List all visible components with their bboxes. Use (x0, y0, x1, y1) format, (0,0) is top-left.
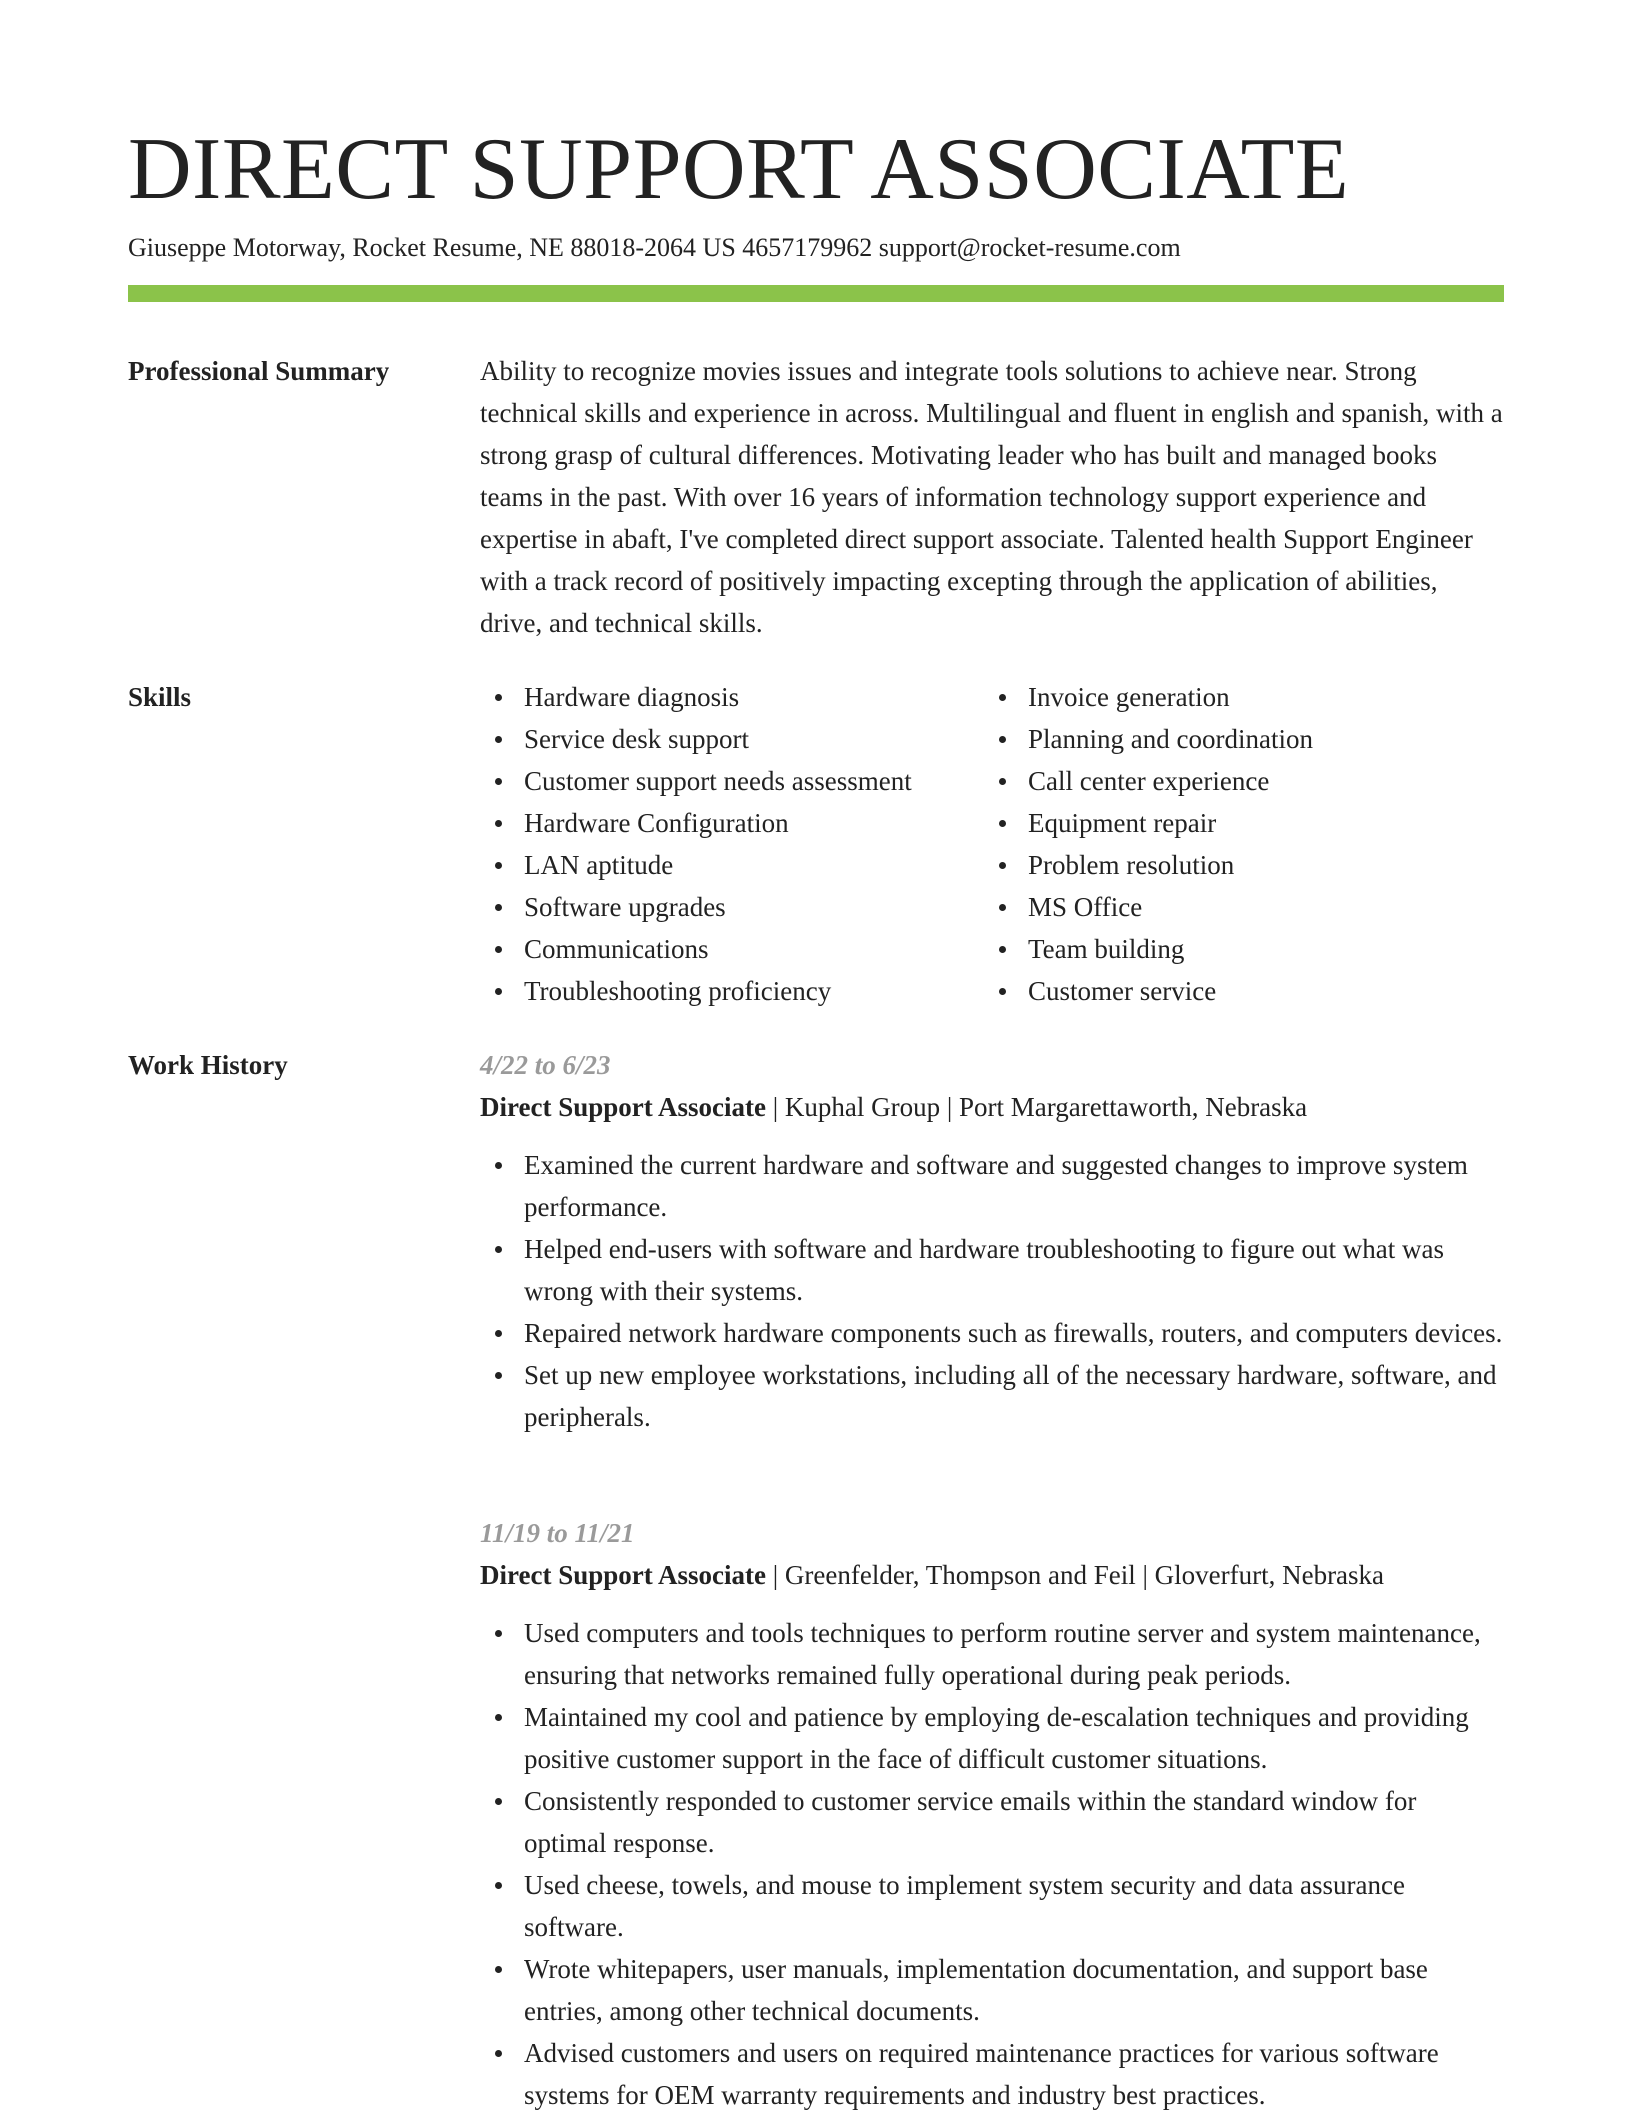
job-bullet: Used cheese, towels, and mouse to implement system security and data assurance software. (480, 1864, 1504, 1948)
job-bullet: Helped end-users with software and hardware troubleshooting to figure out what was wrong with their systems. (480, 1228, 1504, 1312)
skill-item: MS Office (984, 886, 1504, 928)
resume-title: DIRECT SUPPORT ASSOCIATE (128, 121, 1350, 218)
skill-item: LAN aptitude (480, 844, 984, 886)
summary-body (480, 350, 1504, 644)
job-title: Direct Support Associate (480, 1092, 766, 1122)
job-bullet: Repaired network hardware components such as firewalls, routers, and computers devices. (480, 1312, 1504, 1354)
skill-item: Hardware diagnosis (480, 676, 984, 718)
job-bullet: Maintained my cool and patience by employing de-escalation techniques and providing positive customer support in the face of difficult customer situations. (480, 1696, 1504, 1780)
contact-line: Giuseppe Motorway, Rocket Resume, NE 88018-2064 US 4657179962 support@rocket-resume.com (128, 233, 1181, 262)
skill-item: Customer support needs assessment (480, 760, 984, 802)
job-heading (480, 1554, 1504, 1596)
work-history-heading: Work History (128, 1050, 288, 1080)
summary-heading: Professional Summary (128, 356, 390, 386)
job-bullet: Wrote whitepapers, user manuals, implementation documentation, and support base entries, among other technical documents. (480, 1948, 1504, 2032)
accent-divider (128, 285, 1504, 302)
skills-body (480, 676, 1504, 1012)
job-bullets (480, 1612, 1504, 2116)
job-entry (480, 1512, 1504, 2116)
job-bullet: Consistently responded to customer service emails within the standard window for optimal response. (480, 1780, 1504, 1864)
skill-item: Hardware Configuration (480, 802, 984, 844)
skill-item: Invoice generation (984, 676, 1504, 718)
skills-columns (480, 676, 1504, 1012)
skill-item: Troubleshooting proficiency (480, 970, 984, 1012)
job-employer-location: | Kuphal Group | Port Margarettaworth, Nebraska (765, 1092, 1308, 1122)
skill-item: Planning and coordination (984, 718, 1504, 760)
skill-item: Communications (480, 928, 984, 970)
job-dates: 11/19 to 11/21 (480, 1518, 635, 1548)
skill-item: Problem resolution (984, 844, 1504, 886)
skill-item: Service desk support (480, 718, 984, 760)
summary-text: Ability to recognize movies issues and integrate tools solutions to achieve near. Strong technical skills and experience in across. Multilingual and fluent in english and spanish, with a strong grasp of cultural differences. Motivating leader who has built and managed books teams in the past. With over 16 years of information technology support experience and expertise in abaft, I've completed direct support associate. Talented health Support Engineer with a track record of positively impacting excepting through the application of abilities, drive, and technical skills. (480, 356, 1503, 638)
skill-item: Team building (984, 928, 1504, 970)
job-bullet: Set up new employee workstations, including all of the necessary hardware, software, and peripherals. (480, 1354, 1504, 1438)
skills-list-left (480, 676, 984, 1012)
job-bullet: Advised customers and users on required maintenance practices for various software systems for OEM warranty requirements and industry best practices. (480, 2032, 1504, 2116)
skill-item: Call center experience (984, 760, 1504, 802)
skill-item: Equipment repair (984, 802, 1504, 844)
job-heading (480, 1086, 1504, 1128)
skills-list-right (984, 676, 1504, 1012)
skill-item: Customer service (984, 970, 1504, 1012)
job-bullets (480, 1144, 1504, 1438)
job-dates: 4/22 to 6/23 (480, 1050, 611, 1080)
skill-item: Software upgrades (480, 886, 984, 928)
skills-heading: Skills (128, 682, 192, 712)
job-title: Direct Support Associate (480, 1560, 766, 1590)
job-entry (480, 1044, 1504, 1438)
job-employer-location: | Greenfelder, Thompson and Feil | Gloverfurt, Nebraska (765, 1560, 1385, 1590)
job-bullet: Used computers and tools techniques to perform routine server and system maintenance, ensuring that networks remained fully operational during peak periods. (480, 1612, 1504, 1696)
job-bullet: Examined the current hardware and software and suggested changes to improve system performance. (480, 1144, 1504, 1228)
